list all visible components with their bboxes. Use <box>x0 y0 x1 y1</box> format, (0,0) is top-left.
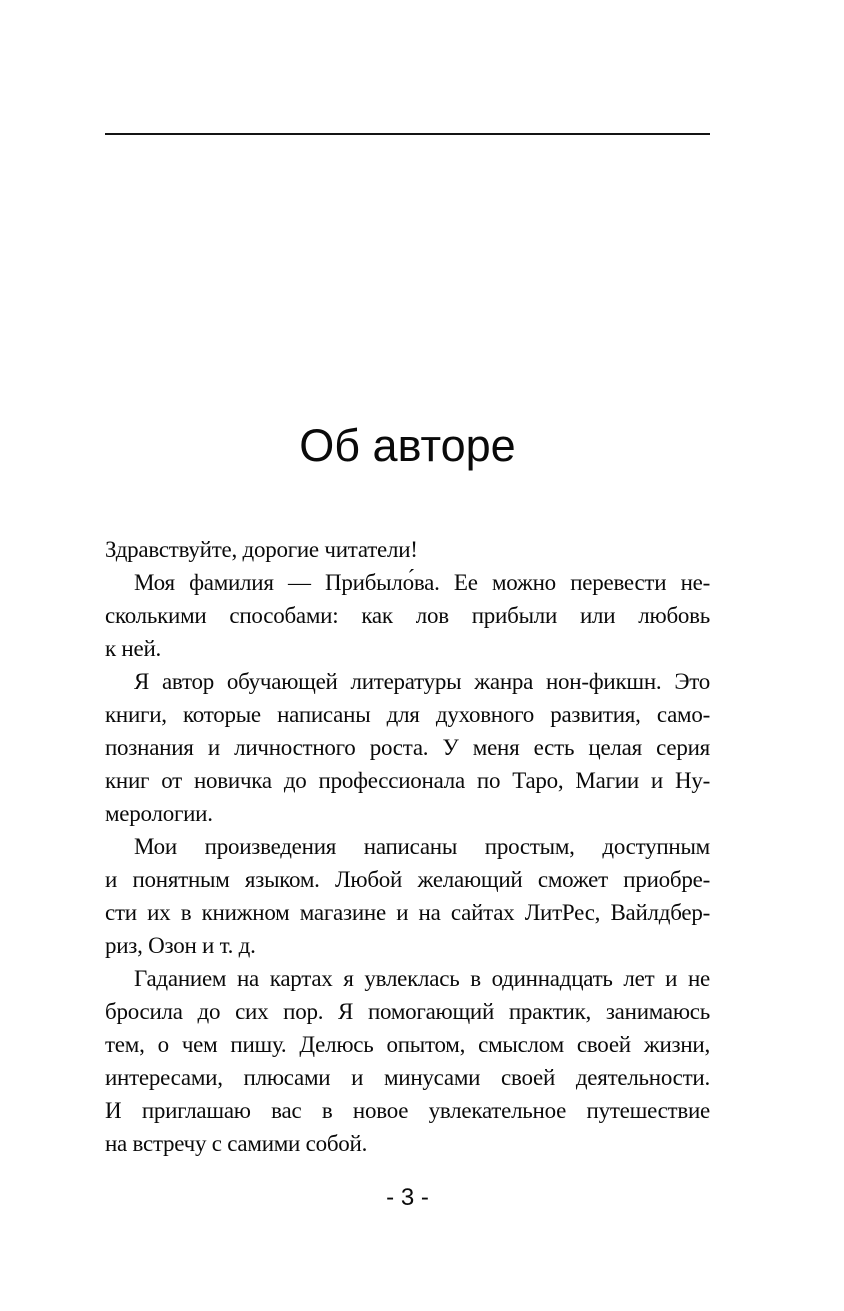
paragraph-line: сколькими способами: как лов прибыли или любовь <box>105 603 710 628</box>
paragraph-line: риз, Озон и т. д. <box>105 933 256 958</box>
paragraph <box>105 665 710 830</box>
paragraph <box>105 962 710 1160</box>
paragraph-line: интересами, плюсами и минусами своей деятельности. <box>105 1065 710 1090</box>
paragraph-line: мерологии. <box>105 801 213 826</box>
paragraph <box>105 533 710 566</box>
page-number: - 3 - <box>386 1184 429 1211</box>
paragraph-line: книги, которые написаны для духовного развития, само- <box>105 702 710 727</box>
paragraph-line: сти их в книжном магазине и на сайтах ЛитРес, Вайлдбер- <box>105 900 710 925</box>
paragraph-line: Моя фамилия — Прибыло́ва. Ее можно перевести не- <box>134 570 710 595</box>
paragraph-line: и понятным языком. Любой желающий сможет приобре- <box>105 867 710 892</box>
header-rule <box>105 133 710 135</box>
paragraph <box>105 566 710 665</box>
paragraph-line: И приглашаю вас в новое увлекательное путешествие <box>105 1098 710 1123</box>
paragraph-line: бросила до сих пор. Я помогающий практик, занимаюсь <box>105 999 710 1024</box>
paragraph-line: Мои произведения написаны простым, доступным <box>134 834 710 859</box>
paragraph-line: Я автор обучающей литературы жанра нон-фикшн. Это <box>134 669 710 694</box>
paragraph <box>105 830 710 962</box>
paragraph-line: на встречу с самими собой. <box>105 1131 368 1156</box>
body-text <box>105 533 710 1160</box>
paragraph-line: Гаданием на картах я увлеклась в одиннадцать лет и не <box>134 966 710 991</box>
paragraph-line: познания и личностного роста. У меня есть целая серия <box>105 735 710 760</box>
paragraph-line: книг от новичка до профессионала по Таро, Магии и Ну- <box>105 768 710 793</box>
paragraph-line: тем, о чем пишу. Делюсь опытом, смыслом своей жизни, <box>105 1032 710 1057</box>
paragraph-line: к ней. <box>105 636 161 661</box>
paragraph-line: Здравствуйте, дорогие читатели! <box>105 537 418 562</box>
chapter-title: Об авторе <box>299 420 516 471</box>
